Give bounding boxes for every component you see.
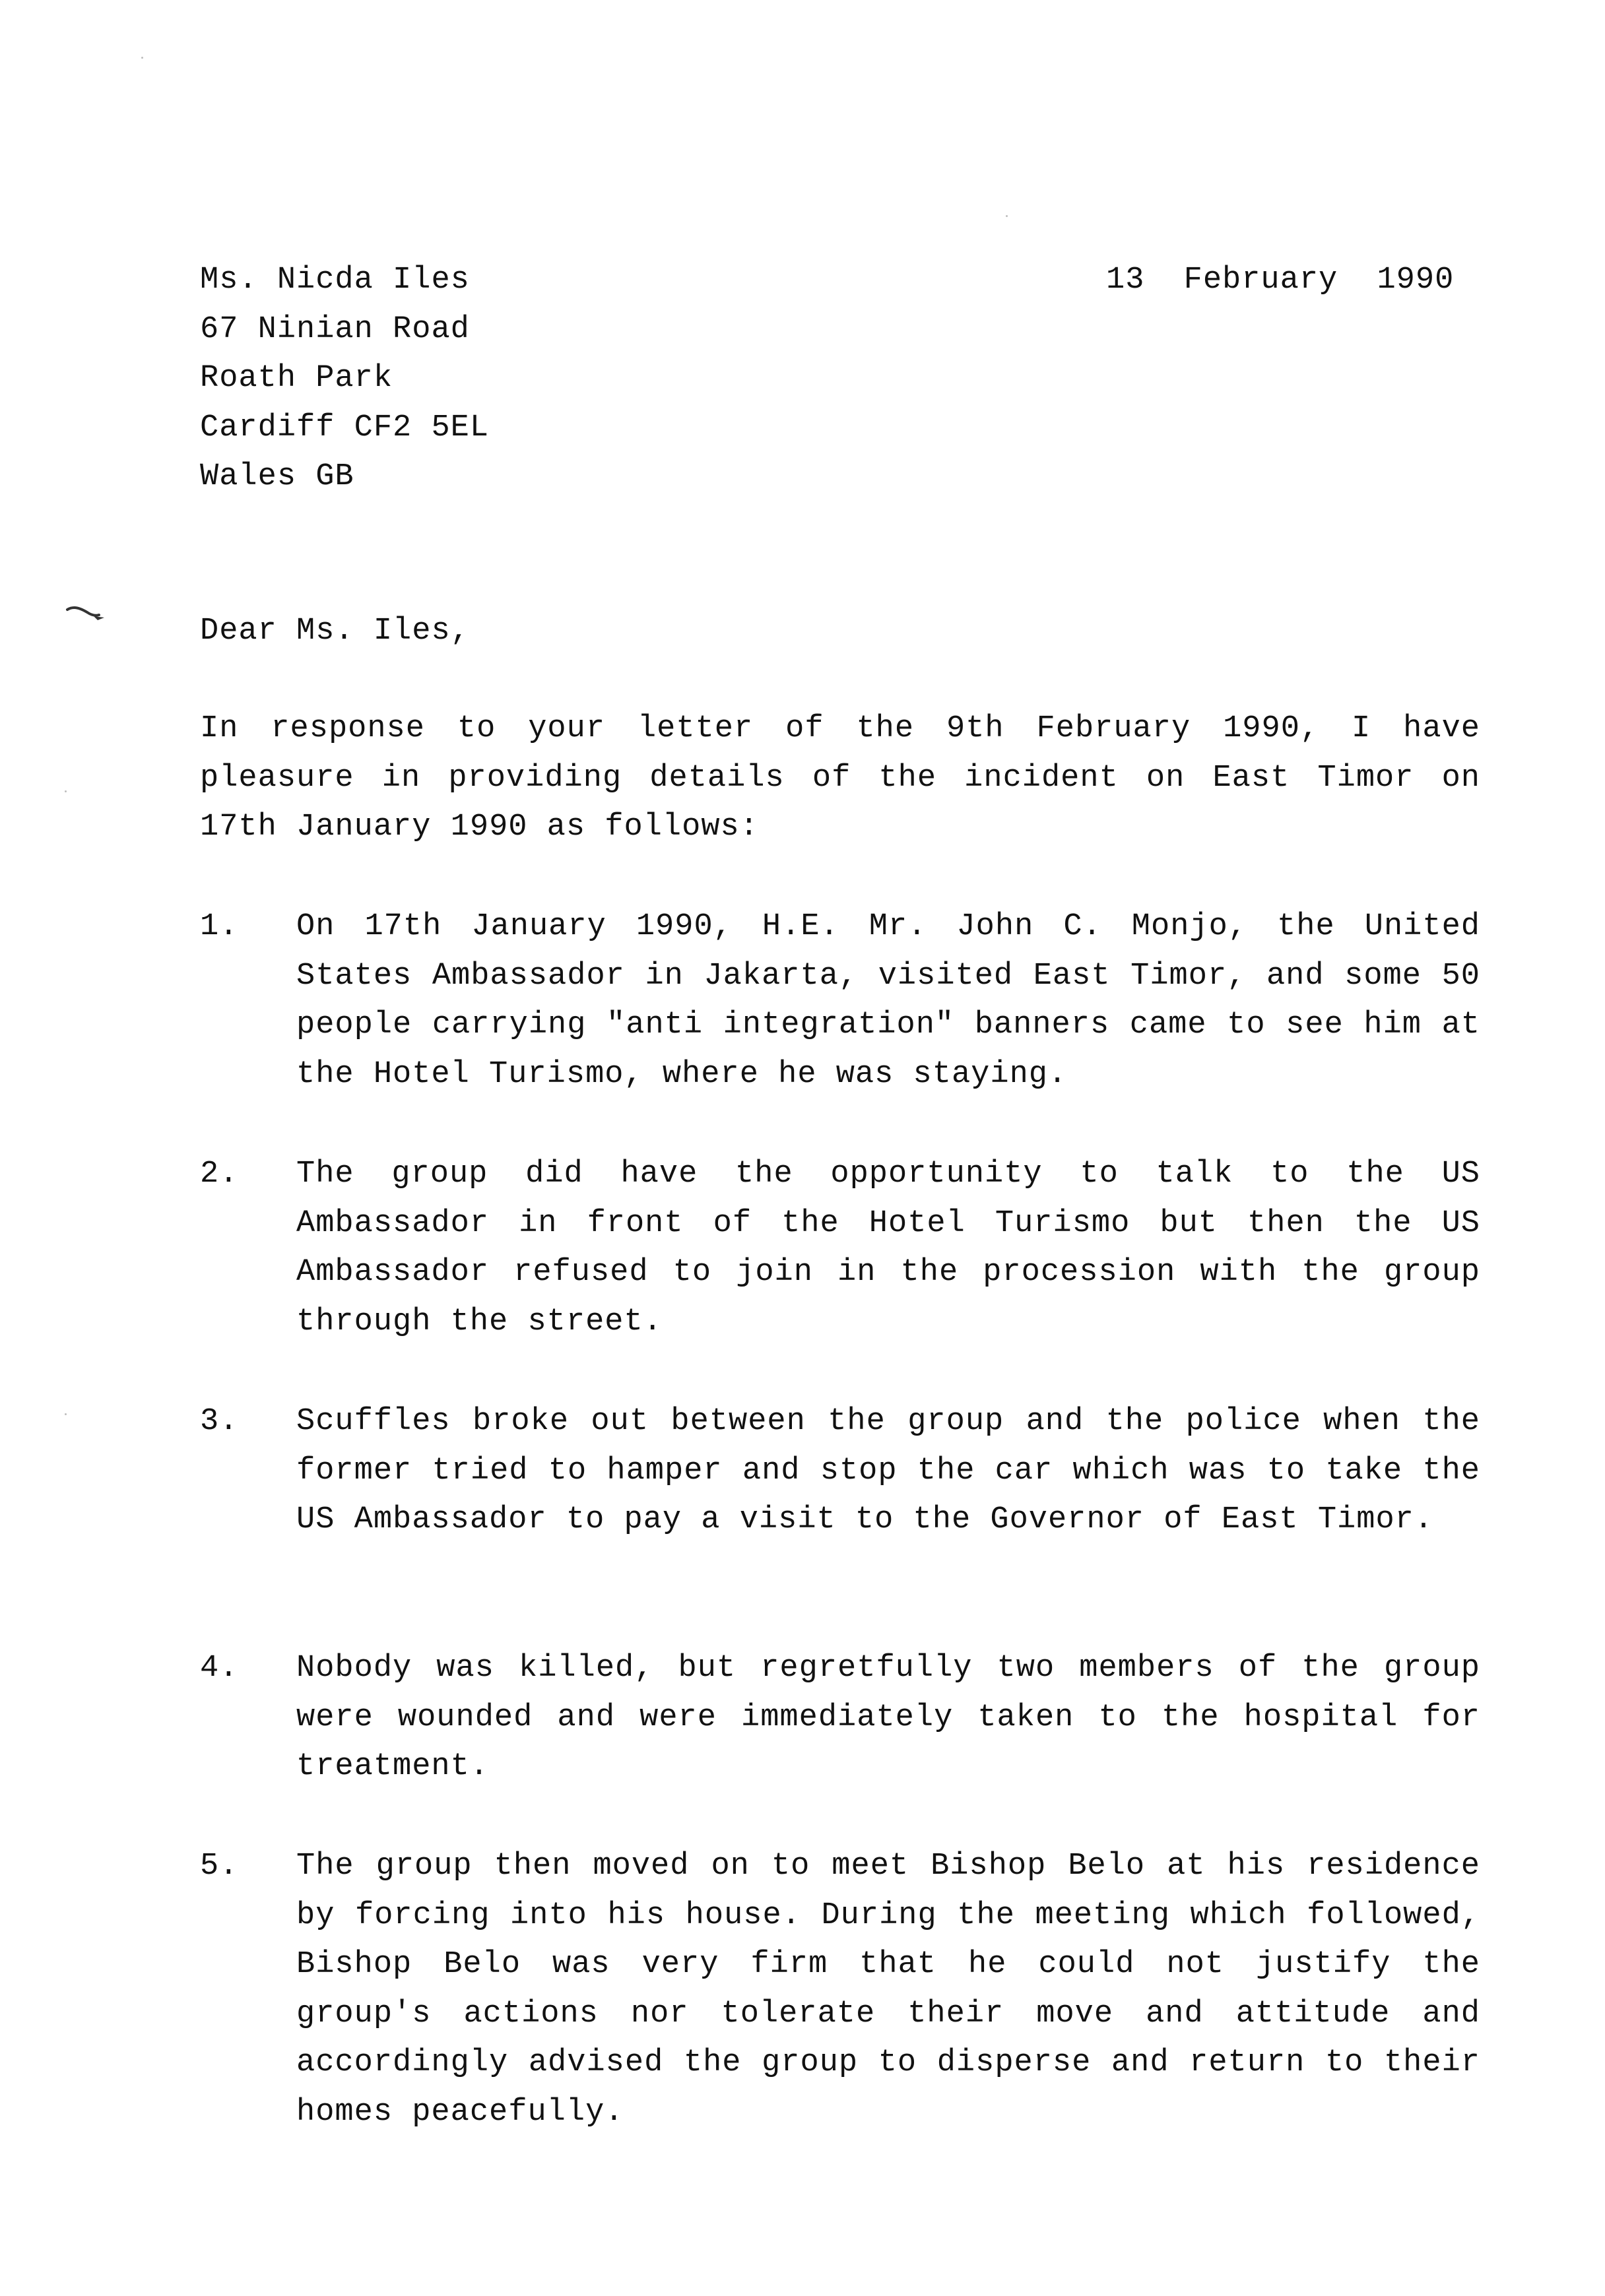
numbered-item <box>200 903 1480 1099</box>
item-text: Scuffles broke out between the group and the police when the former tried to hamper and stop the car which was to take the US Ambassador to pay a visit to the Governor of East Timor. <box>296 1404 1480 1537</box>
item-text: The group then moved on to meet Bishop Belo at his residence by forcing into his house. During the meeting which followed, Bishop Belo was very firm that he could not justify the group's actions nor tolerate their move and attitude and accordingly advised the group to disperse and return to their homes peacefully. <box>296 1849 1480 2130</box>
scan-speck <box>1006 215 1008 217</box>
recipient-country: Wales GB <box>200 459 354 494</box>
numbered-item <box>200 1842 1480 2137</box>
recipient-address <box>200 256 489 502</box>
item-text: Nobody was killed, but regretfully two members of the group were wounded and were immediately taken to the hospital for treatment. <box>296 1651 1480 1784</box>
salutation: Dear Ms. Iles, <box>200 614 470 649</box>
intro-paragraph: In response to your letter of the 9th February 1990, I have pleasure in providing details of the incident on East Timor on 17th January 1990 as follows: <box>200 711 1480 845</box>
scan-speck <box>141 57 143 59</box>
numbered-item <box>200 1150 1480 1347</box>
recipient-street: 67 Ninian Road <box>200 311 470 347</box>
item-text: The group did have the opportunity to talk to the US Ambassador in front of the Hotel Turismo but then the US Ambassador refused to join in the procession with the group through the street. <box>296 1157 1480 1339</box>
item-number: 1. <box>200 909 239 944</box>
recipient-district: Roath Park <box>200 361 393 396</box>
numbered-item <box>200 1644 1480 1792</box>
pen-mark-icon <box>65 604 111 624</box>
recipient-city-postcode: Cardiff CF2 5EL <box>200 410 490 445</box>
numbered-item <box>200 1397 1480 1545</box>
item-number: 5. <box>200 1849 239 1884</box>
item-number: 2. <box>200 1157 239 1192</box>
scan-speck <box>65 1413 67 1415</box>
item-number: 3. <box>200 1404 239 1439</box>
scan-speck <box>65 790 67 792</box>
item-text: On 17th January 1990, H.E. Mr. John C. Monjo, the United States Ambassador in Jakarta, visited East Timor, and some 50 people carrying "anti integration" banners came to see him at the Hotel Turismo, where he was staying. <box>296 909 1480 1092</box>
item-number: 4. <box>200 1651 239 1686</box>
recipient-name: Ms. Nicda Iles <box>200 263 470 298</box>
letter-date: 13 February 1990 <box>1106 263 1455 298</box>
